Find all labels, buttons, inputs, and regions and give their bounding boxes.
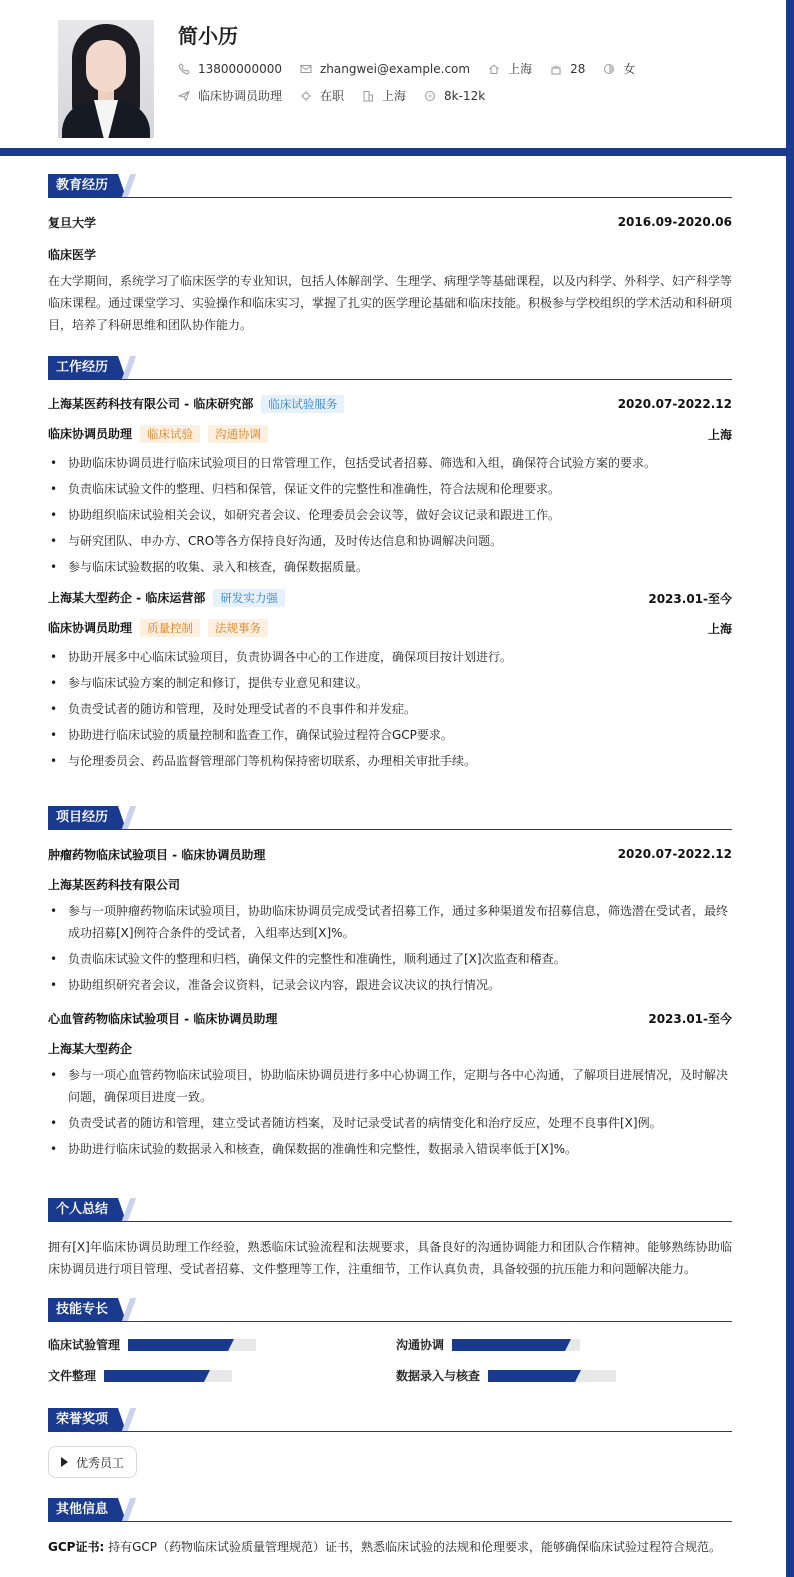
section-title-summary: 个人总结 xyxy=(48,1198,118,1221)
section-title-projects: 项目经历 xyxy=(48,806,118,829)
work-bullets xyxy=(48,452,732,578)
skill-bar-fill xyxy=(128,1339,228,1351)
work-entry xyxy=(48,394,732,578)
age-item xyxy=(550,62,585,76)
section-title-education: 教育经历 xyxy=(48,174,118,197)
education-date: 2016.09-2020.06 xyxy=(617,215,732,229)
section-header xyxy=(48,1498,732,1522)
skill-bar xyxy=(488,1370,616,1382)
home-icon xyxy=(488,63,500,75)
city-value: 上海 xyxy=(508,62,533,76)
status-item xyxy=(300,87,344,104)
send-icon xyxy=(178,90,190,102)
email-value: zhangwei@example.com xyxy=(319,61,471,76)
other-section xyxy=(48,1498,732,1558)
salary-item xyxy=(424,89,485,103)
phone-value: 13800000000 xyxy=(198,61,282,76)
section-header xyxy=(48,356,732,380)
company-name: 上海某大型药企 - 临床运营部 xyxy=(48,591,206,605)
project-entry xyxy=(48,1008,732,1160)
section-title-skills: 技能专长 xyxy=(48,1298,118,1321)
skill-label: 沟通协调 xyxy=(396,1338,445,1352)
age-icon xyxy=(550,63,562,75)
project-date: 2020.07-2022.12 xyxy=(617,847,732,861)
role-tag: 法规事务 xyxy=(208,619,268,637)
work-date: 2023.01-至今 xyxy=(648,591,732,606)
skill-item xyxy=(396,1336,732,1353)
other-info-text: 持有GCP（药物临床试验质量管理规范）证书，熟悉临床试验的法规和伦理要求，能够确保临床试验过程符合规范。 xyxy=(108,1540,722,1554)
job-target-item xyxy=(178,87,282,104)
role-name: 临床协调员助理 xyxy=(48,621,133,635)
summary-section xyxy=(48,1198,732,1298)
section-title-work: 工作经历 xyxy=(48,356,118,379)
skill-item xyxy=(48,1367,396,1384)
gender-item xyxy=(603,60,635,77)
list-item: • 协助开展多中心临床试验项目，负责协调各中心的工作进度，确保项目按计划进行。 xyxy=(48,646,732,668)
school-name: 复旦大学 xyxy=(48,215,97,230)
honors-section xyxy=(48,1408,732,1498)
section-header xyxy=(48,1198,732,1222)
list-item: • 负责临床试验文件的整理和归档，确保文件的完整性和准确性，顺利通过了[X]次监查和稽查。 xyxy=(48,948,732,970)
phone-item xyxy=(178,62,282,76)
work-date: 2020.07-2022.12 xyxy=(617,397,732,411)
skills-grid xyxy=(48,1336,732,1384)
work-city: 上海 xyxy=(707,621,732,636)
list-item: • 协助组织研究者会议，准备会议资料，记录会议内容，跟进会议决议的执行情况。 xyxy=(48,974,732,996)
section-header xyxy=(48,174,732,198)
candidate-name: 简小历 xyxy=(178,24,238,48)
work-city-value: 上海 xyxy=(382,89,407,103)
award-label: 优秀员工 xyxy=(76,1455,125,1470)
summary-text: 拥有[X]年临床协调员助理工作经验，熟悉临床试验流程和法规要求，具备良好的沟通协调能力和团队合作精神。能够熟练协助临床协调员进行项目管理、受试者招募、文件整理等工作，注重细节，工作认真负责，具备较强的抗压能力和问题解决能力。 xyxy=(48,1240,732,1276)
skill-label: 数据录入与核查 xyxy=(396,1369,481,1383)
building-icon xyxy=(362,90,374,102)
skill-bar-fill xyxy=(488,1370,575,1382)
section-title-other: 其他信息 xyxy=(48,1498,118,1521)
list-item: • 参与临床试验方案的制定和修订，提供专业意见和建议。 xyxy=(48,672,732,694)
phone-icon xyxy=(178,63,190,75)
frame-right-border xyxy=(786,0,794,1577)
list-item: • 协助进行临床试验的数据录入和核查，确保数据的准确性和完整性，数据录入错误率低于[X]%。 xyxy=(48,1138,732,1160)
project-org: 上海某医药科技有限公司 xyxy=(48,877,181,892)
resume-header xyxy=(0,0,786,148)
job-intent-row xyxy=(178,87,503,104)
project-title: 肿瘤药物临床试验项目 - 临床协调员助理 xyxy=(48,847,266,862)
project-date: 2023.01-至今 xyxy=(648,1011,732,1026)
company-name: 上海某医药科技有限公司 - 临床研究部 xyxy=(48,397,254,411)
section-header xyxy=(48,806,732,830)
role-tag: 沟通协调 xyxy=(208,425,268,443)
list-item: • 协助进行临床试验的质量控制和监查工作，确保试验过程符合GCP要求。 xyxy=(48,724,732,746)
work-city: 上海 xyxy=(707,427,732,442)
skill-label: 文件整理 xyxy=(48,1369,97,1383)
projects-section xyxy=(48,806,732,1198)
work-section xyxy=(48,356,732,806)
list-item: • 协助组织临床试验相关会议，如研究者会议、伦理委员会会议等，做好会议记录和跟进工作。 xyxy=(48,504,732,526)
award-item[interactable] xyxy=(48,1446,137,1478)
list-item: • 参与临床试验数据的收集、录入和核查，确保数据质量。 xyxy=(48,556,732,578)
job-target-value: 临床协调员助理 xyxy=(198,89,283,103)
education-description: 在大学期间，系统学习了临床医学的专业知识，包括人体解剖学、生理学、病理学等基础课程，以及内科学、外科学、妇产科学等临床课程。通过课堂学习、实验操作和临床实习，掌握了扎实的医学理论基础和临床技能。积极参与学校组织的学术活动和科研项目，培养了科研思维和团队协作能力。 xyxy=(48,274,733,332)
project-entry xyxy=(48,844,732,996)
project-bullets xyxy=(48,900,732,996)
resume-body xyxy=(48,174,732,1558)
mail-icon xyxy=(300,63,312,75)
role-name: 临床协调员助理 xyxy=(48,427,133,441)
education-section xyxy=(48,174,732,356)
money-icon xyxy=(424,90,436,102)
skill-item xyxy=(396,1367,732,1384)
age-value: 28 xyxy=(570,61,586,76)
skill-bar xyxy=(104,1370,232,1382)
gender-value: 女 xyxy=(623,62,636,76)
email-item xyxy=(300,62,470,76)
list-item: • 协助临床协调员进行临床试验项目的日常管理工作，包括受试者招募、筛选和入组，确保符合试验方案的要求。 xyxy=(48,452,732,474)
skill-bar-fill xyxy=(104,1370,204,1382)
skill-bar-fill xyxy=(452,1339,565,1351)
gender-icon xyxy=(603,63,615,75)
work-bullets xyxy=(48,646,732,772)
section-header xyxy=(48,1408,732,1432)
section-header xyxy=(48,1298,732,1322)
work-city-item xyxy=(362,87,406,104)
work-entry xyxy=(48,588,732,772)
header-divider-bar xyxy=(0,148,794,156)
play-icon xyxy=(61,1457,68,1467)
avatar xyxy=(58,20,154,138)
list-item: • 负责受试者的随访和管理，建立受试者随访档案，及时记录受试者的病情变化和治疗反应，处理不良事件[X]例。 xyxy=(48,1112,732,1134)
role-tag: 质量控制 xyxy=(140,619,200,637)
section-title-honors: 荣誉奖项 xyxy=(48,1408,118,1431)
major-name: 临床医学 xyxy=(48,247,97,262)
company-tag: 临床试验服务 xyxy=(261,395,344,413)
list-item: • 与伦理委员会、药品监督管理部门等机构保持密切联系，办理相关审批手续。 xyxy=(48,750,732,772)
skill-label: 临床试验管理 xyxy=(48,1338,121,1352)
list-item: • 与研究团队、申办方、CRO等各方保持良好沟通，及时传达信息和协调解决问题。 xyxy=(48,530,732,552)
other-info xyxy=(48,1536,732,1558)
list-item: • 参与一项肿瘤药物临床试验项目，协助临床协调员完成受试者招募工作，通过多种渠道发布招募信息，筛选潜在受试者，最终成功招募[X]例符合条件的受试者，入组率达到[X]%。 xyxy=(48,900,732,944)
contact-row xyxy=(178,60,653,77)
skills-section xyxy=(48,1298,732,1408)
list-item: • 负责受试者的随访和管理，及时处理受试者的不良事件和并发症。 xyxy=(48,698,732,720)
list-item: • 参与一项心血管药物临床试验项目，协助临床协调员进行多中心协调工作，定期与各中心沟通，了解项目进展情况，及时解决问题，确保项目进度一致。 xyxy=(48,1064,732,1108)
role-tag: 临床试验 xyxy=(140,425,200,443)
project-title: 心血管药物临床试验项目 - 临床协调员助理 xyxy=(48,1011,278,1026)
skill-bar xyxy=(452,1339,580,1351)
company-tag: 研发实力强 xyxy=(213,589,285,607)
status-icon xyxy=(300,90,312,102)
status-value: 在职 xyxy=(320,89,345,103)
salary-value: 8k-12k xyxy=(444,88,486,103)
list-item: • 负责临床试验文件的整理、归档和保管，保证文件的完整性和准确性，符合法规和伦理要求。 xyxy=(48,478,732,500)
skill-bar xyxy=(128,1339,256,1351)
skill-item xyxy=(48,1336,396,1353)
city-item xyxy=(488,60,532,77)
project-bullets xyxy=(48,1064,732,1160)
other-info-label: GCP证书: xyxy=(48,1540,105,1554)
project-org: 上海某大型药企 xyxy=(48,1041,133,1056)
